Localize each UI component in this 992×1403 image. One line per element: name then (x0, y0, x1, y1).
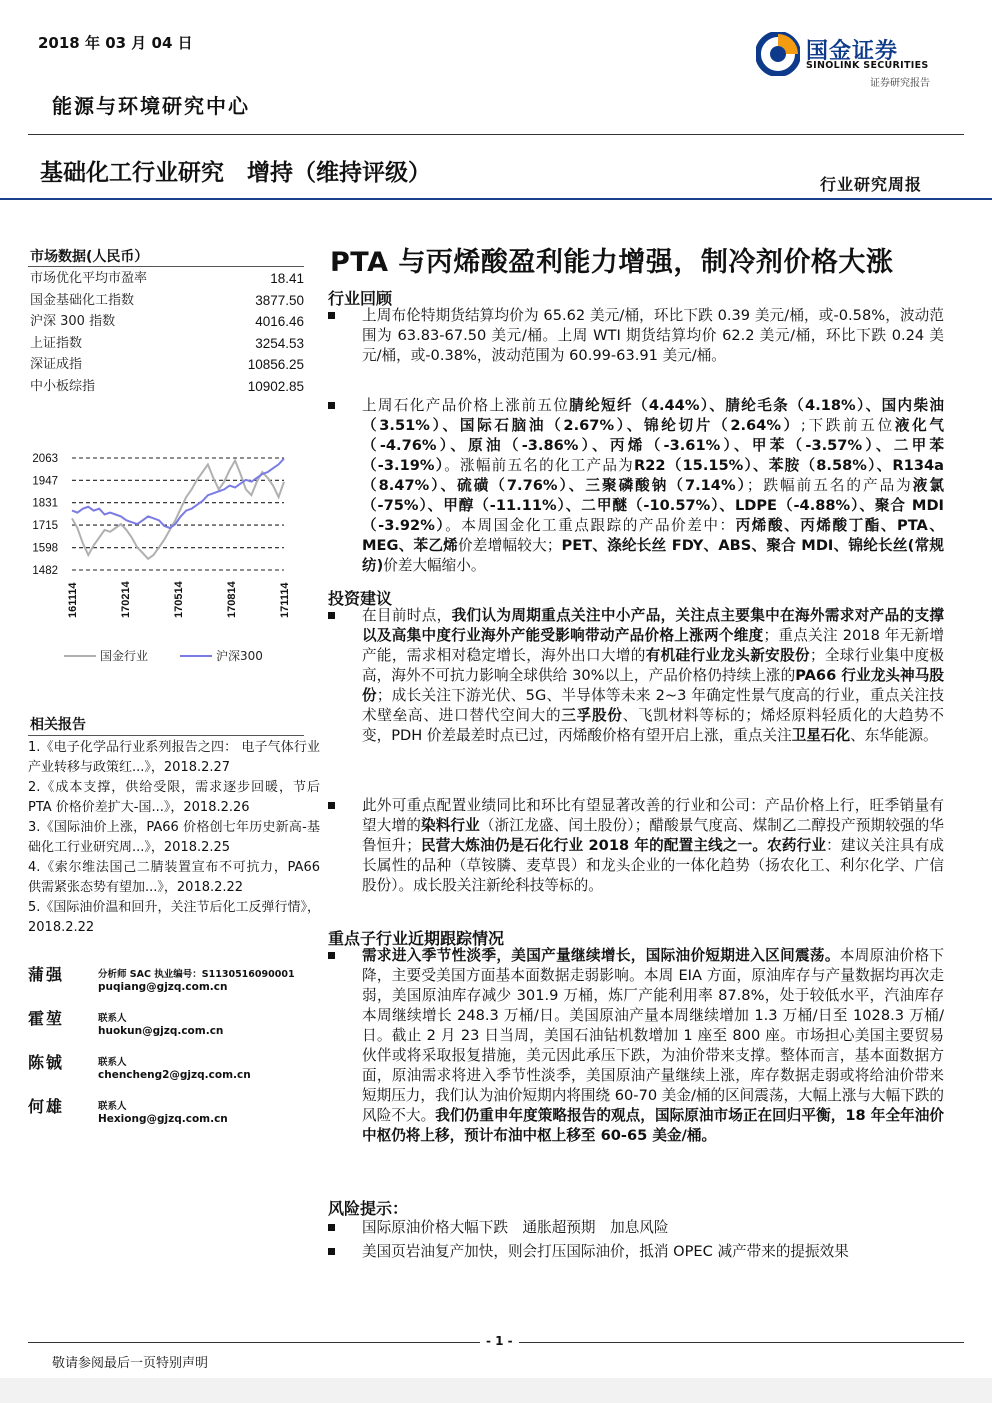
x-tick-label: 170514 (173, 581, 185, 618)
invest-bullet-2 (328, 796, 944, 896)
logo-chinese-name: 国金证券 (806, 39, 899, 64)
y-tick-label: 1482 (32, 565, 58, 577)
report-type: 行业研究周报 (820, 175, 923, 194)
risk-bullet-1 (328, 1218, 944, 1238)
related-reports-divider (28, 735, 304, 736)
index-comparison-chart (26, 442, 308, 682)
review-text-1: 上周布伦特期货结算均价为 65.62 美元/桶，环比下跌 0.39 美元/桶，或-0.58%，波动范围为 63.83-67.50 美元/桶。上周 WTI 期货结算均价 62.2 美元/桶，环比下跌 0.24 美元/桶，或-0.38%，波动范围为 60.99-63.91 美元/桶。 (362, 307, 944, 364)
review-text-2: 上周石化产品价格上涨前五位腈纶短纤（4.44%）、腈纶毛条（4.18%）、国内柴油（3.51%）、国际石脑油（2.67%）、锦纶切片（2.64%）;下跌前五位液化气（-4.76%）、原油（-3.86%）、丙烯（-3.61%）、甲苯（-3.57%）、二甲苯（-3.19%）。涨幅前五名的化工产品为R22（15.15%）、苯胺（8.58%）、R134a（8.47%）、硫磺（7.76%）、三聚磷酸钠（7.14%）；跌幅前五名的产品为液氯（-75%）、甲醇（-11.11%）、二甲醚（-10.57%）、LDPE（-4.88%）、聚合 MDI（-3.92%）。本周国金化工重点跟踪的产品价差中：丙烯酸、丙烯酸丁酯、PTA、MEG、苯乙烯价差增幅较大；PET、涤纶长丝 FDY、ABS、聚合 MDI、锦纶长丝(常规纺)价差大幅缩小。 (362, 397, 944, 574)
review-bullet-1 (328, 306, 944, 366)
market-value: 3254.53 (255, 335, 304, 351)
analyst-entry (28, 1094, 320, 1138)
risk-bullet-2 (328, 1242, 944, 1262)
market-row (30, 376, 304, 398)
sinolink-logo-icon (756, 32, 800, 76)
analyst-role: 联系人 (98, 1101, 127, 1112)
market-data-table (30, 268, 304, 397)
y-tick-label: 1715 (32, 520, 58, 533)
tracking-bullet-1 (328, 946, 944, 1146)
analyst-list (28, 962, 320, 1138)
market-label: 国金基础化工指数 (30, 292, 135, 308)
legend-label: 沪深300 (216, 649, 263, 663)
market-value: 10902.85 (247, 378, 304, 394)
footer-band (0, 1378, 992, 1403)
analyst-role: 联系人 (98, 1013, 127, 1024)
related-reports-title: 相关报告 (30, 717, 86, 733)
related-report-item[interactable]: 1.《电子化学品行业系列报告之四： 电子气体行业 产业转移与政策红...》，2018.2.27 (28, 740, 334, 775)
logo-subtitle: 证券研究报告 (870, 78, 930, 89)
x-tick-label: 170214 (120, 581, 132, 618)
industry-rating-title: 基础化工行业研究 增持（维持评级） (40, 160, 431, 186)
y-tick-label: 2063 (32, 453, 58, 465)
market-label: 深证成指 (30, 357, 83, 372)
market-label: 中小板综指 (30, 378, 96, 394)
series-line (72, 461, 284, 559)
logo-english-name: SINOLINK SECURITIES (806, 60, 929, 71)
invest-text-1: 在目前时点，我们认为周期重点关注中小产品，关注点主要集中在海外需求对产品的支撑以及高集中度行业海外产能受影响带动产品价格上涨两个维度；重点关注 2018 年无新增产能，需求相对稳定增长，海外出口大增的有机硅行业龙头新安股份；全球行业集中度极高，海外不可抗力影响全球供给 30%以上，产品价格仍持续上涨的PA66 行业龙头神马股份；成长关注下游光伏、5G、半导体等未来 2~3 年确定性景气度高的行业，重点关注技术壁垒高、进口替代空间大的三孚股份、飞凯材料等标的；烯烃原料轻质化的大趋势不变，PDH 价差最差时点已过，丙烯酸价格有望开启上涨，重点关注卫星石化、东华能源。 (362, 607, 944, 744)
y-tick-label: 1831 (32, 497, 58, 510)
section-risk-warning: 风险提示： (328, 1199, 409, 1218)
market-row (30, 333, 304, 355)
market-data-divider (28, 266, 304, 267)
brand-logo (752, 30, 952, 92)
invest-text-2: 此外可重点配置业绩同比和环比有望显著改善的行业和公司：产品价格上行，旺季销量有望大增的染料行业（浙江龙盛、闰土股份）；醋酸景气度高、煤制乙二醇投产预期较强的华鲁恒升；民营大炼油仍是石化行业 2018 年的配置主线之一。农药行业：建议关注具有成长属性的品种（草铵膦、麦草畏）和龙头企业的一体化趋势（扬农化工、利尔化学、广信股份）。成长股关注新纶科技等标的。 (362, 797, 944, 894)
section-industry-review: 行业回顾 (328, 289, 393, 308)
header-divider (28, 134, 964, 135)
related-reports-list (28, 738, 334, 938)
risk-text-1: 国际原油价格大幅下跌 通胀超预期 加息风险 (362, 1219, 669, 1236)
analyst-entry (28, 1006, 320, 1050)
section-investment-advice: 投资建议 (328, 589, 393, 608)
related-report-item[interactable]: 4.《索尔维法国己二腈装置宣布不可抗力，PA66 供需紧张态势有望加...》，2018.2.22 (28, 860, 320, 895)
bullet-square-icon (328, 1248, 335, 1255)
analyst-name: 蒲强 (28, 965, 65, 984)
market-value: 3877.50 (255, 292, 304, 308)
review-bullet-2 (328, 396, 944, 576)
risk-text-2: 美国页岩油复产加快，则会打压国际油价，抵消 OPEC 减产带来的提振效果 (362, 1243, 849, 1260)
bullet-square-icon (328, 802, 335, 809)
related-report-item[interactable]: 5.《国际油价温和回升，关注节后化工反弹行情》，2018.2.22 (28, 900, 320, 935)
analyst-name: 陈铖 (28, 1053, 65, 1072)
market-value: 4016.46 (255, 314, 304, 329)
analyst-role: 联系人 (98, 1057, 127, 1068)
x-tick-label: 171114 (279, 582, 291, 618)
section-subindustry-tracking: 重点子行业近期跟踪情况 (328, 929, 505, 948)
market-label: 沪深 300 指数 (30, 314, 116, 329)
market-row (30, 268, 304, 290)
page-number: - 1 - (480, 1334, 519, 1348)
analyst-email[interactable]: chencheng2@gjzq.com.cn (98, 1069, 251, 1081)
market-row (30, 290, 304, 312)
legend-label: 国金行业 (100, 649, 149, 663)
report-date: 2018 年 03 月 04 日 (38, 34, 193, 52)
tracking-text-1: 需求进入季节性淡季，美国产量继续增长，国际油价短期进入区间震荡。本周原油价格下降，主要受美国方面基本面数据走弱影响。本周 EIA 方面，原油库存与产量数据均再次走弱，美国原油库存减少 301.9 万桶，炼厂产能利用率 87.8%，处于较低水平，汽油库存本周继续增长 248.3 万桶/日。美国原油产量本周继续增加 1.3 万桶/日至 1028.3 万桶/日。截止 2 月 23 日当周，美国石油钻机数增加 1 座至 800 座。市场担心美国主要贸易伙伴或将采取报复措施，美元因此承压下跌，为油价带来支撑。整体而言，基本面数据方面，原油需求将进入季节性淡季，美国原油产量继续上涨，库存数据走弱或将给油价带来短期压力，我们认为油价短期内将围绕 60-70 美金/桶的区间震荡，大幅上涨与大幅下跌的风险不大。我们仍重申年度策略报告的观点，国际原油市场正在回归平衡，18 年全年油价中枢仍将上移，预计布油中枢上移至 60-65 美金/桶。 (362, 947, 944, 1144)
market-row (30, 354, 304, 376)
analyst-entry (28, 962, 320, 1006)
analyst-email[interactable]: huokun@gjzq.com.cn (98, 1025, 224, 1037)
bullet-square-icon (328, 402, 335, 409)
market-label: 市场优化平均市盈率 (30, 271, 148, 286)
report-title: PTA 与丙烯酸盈利能力增强，制冷剂价格大涨 (330, 247, 894, 278)
x-tick-label: 170814 (226, 581, 238, 618)
y-tick-label: 1598 (32, 542, 58, 555)
research-center-name: 能源与环境研究中心 (52, 94, 250, 118)
analyst-name: 霍堃 (28, 1009, 65, 1028)
analyst-role: 分析师 SAC 执业编号：S1130516090001 (98, 969, 295, 980)
related-report-item[interactable]: 2.《成本支撑，供给受限，需求逐步回暖，节后 PTA 价格价差扩大-国...》，2018.2.26 (28, 780, 320, 815)
market-value: 18.41 (270, 271, 304, 286)
bullet-square-icon (328, 312, 335, 319)
header-rule (0, 198, 992, 200)
related-report-item[interactable]: 3.《国际油价上涨，PA66 价格创七年历史新高-基础化工行业研究周...》，2018.2.25 (28, 820, 320, 855)
bullet-square-icon (328, 1224, 335, 1231)
analyst-name: 何雄 (28, 1097, 65, 1116)
market-data-title: 市场数据(人民币） (30, 249, 149, 265)
market-label: 上证指数 (30, 335, 83, 351)
market-value: 10856.25 (247, 357, 304, 372)
bullet-square-icon (328, 612, 335, 619)
invest-bullet-1 (328, 606, 944, 746)
y-tick-label: 1947 (32, 475, 58, 488)
market-row (30, 311, 304, 333)
analyst-entry (28, 1050, 320, 1094)
bullet-square-icon (328, 952, 335, 959)
x-tick-label: 161114 (67, 582, 79, 618)
analyst-email[interactable]: puqiang@gjzq.com.cn (98, 981, 228, 993)
analyst-email[interactable]: Hexiong@gjzq.com.cn (98, 1113, 228, 1125)
footer-disclaimer: 敬请参阅最后一页特别声明 (52, 1356, 209, 1371)
